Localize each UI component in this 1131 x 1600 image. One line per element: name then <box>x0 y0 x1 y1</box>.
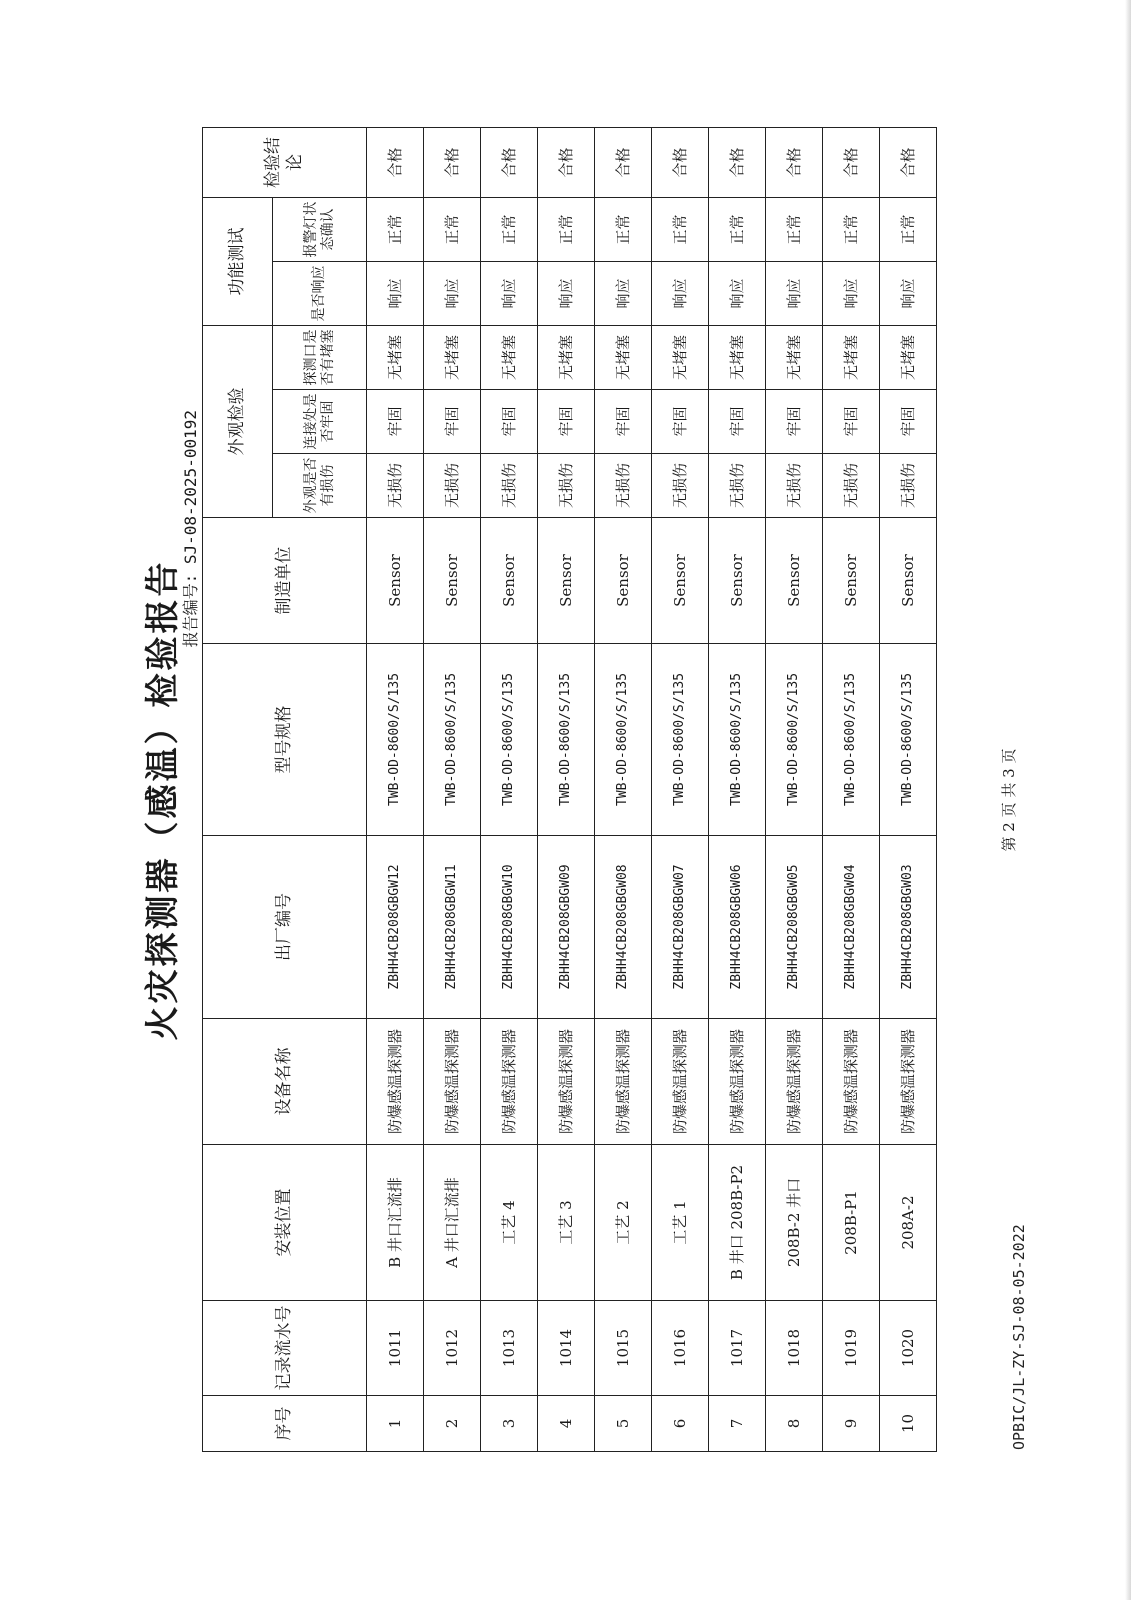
cell-blockage: 无堵塞 <box>823 325 880 389</box>
cell-response: 响应 <box>367 261 424 325</box>
report-number: 报告编号: SJ-08-2025-00192 <box>181 410 200 648</box>
cell-record-no: 1018 <box>766 1301 823 1396</box>
cell-location: 208B-P1 <box>823 1145 880 1301</box>
table-row <box>766 127 823 1451</box>
cell-device-name: 防爆感温探测器 <box>709 1019 766 1145</box>
cell-damage: 无损伤 <box>367 454 424 518</box>
cell-blockage: 无堵塞 <box>595 325 652 389</box>
cell-alarm-light: 正常 <box>880 197 937 261</box>
cell-manufacturer: Sensor <box>595 518 652 644</box>
cell-conclusion: 合格 <box>367 127 424 197</box>
cell-blockage: 无堵塞 <box>481 325 538 389</box>
cell-manufacturer: Sensor <box>709 518 766 644</box>
table-row <box>481 127 538 1451</box>
table-row <box>709 127 766 1451</box>
cell-seq: 1 <box>367 1396 424 1452</box>
cell-model: TWB-OD-8600/S/135 <box>880 644 937 836</box>
cell-response: 响应 <box>538 261 595 325</box>
cell-alarm-light: 正常 <box>481 197 538 261</box>
table-row <box>367 127 424 1451</box>
table-row <box>595 127 652 1451</box>
cell-alarm-light: 正常 <box>367 197 424 261</box>
cell-conclusion: 合格 <box>595 127 652 197</box>
header-record-no: 记录流水号 <box>203 1301 367 1396</box>
cell-blockage: 无堵塞 <box>766 325 823 389</box>
header-device-name: 设备名称 <box>203 1019 367 1145</box>
cell-blockage: 无堵塞 <box>367 325 424 389</box>
header-manufacturer: 制造单位 <box>203 518 367 644</box>
cell-location: A 井口汇流排 <box>424 1145 481 1301</box>
header-app-connection: 连接处是否牢固 <box>273 390 367 454</box>
cell-record-no: 1019 <box>823 1301 880 1396</box>
cell-location: 工艺 1 <box>652 1145 709 1301</box>
cell-response: 响应 <box>595 261 652 325</box>
cell-location: 208B-2 井口 <box>766 1145 823 1301</box>
cell-blockage: 无堵塞 <box>652 325 709 389</box>
cell-manufacturer: Sensor <box>481 518 538 644</box>
cell-manufacturer: Sensor <box>538 518 595 644</box>
cell-conclusion: 合格 <box>538 127 595 197</box>
cell-model: TWB-OD-8600/S/135 <box>538 644 595 836</box>
cell-connection: 牢固 <box>367 390 424 454</box>
cell-location: B 井口 208B-P2 <box>709 1145 766 1301</box>
header-fn-response: 是否响应 <box>273 261 367 325</box>
header-fn-alarm-light: 报警灯状态确认 <box>273 197 367 261</box>
cell-manufacturer: Sensor <box>823 518 880 644</box>
cell-damage: 无损伤 <box>538 454 595 518</box>
cell-damage: 无损伤 <box>652 454 709 518</box>
header-app-blockage: 探测口是否有堵塞 <box>273 325 367 389</box>
cell-seq: 9 <box>823 1396 880 1452</box>
cell-conclusion: 合格 <box>652 127 709 197</box>
cell-device-name: 防爆感温探测器 <box>481 1019 538 1145</box>
cell-device-name: 防爆感温探测器 <box>652 1019 709 1145</box>
cell-record-no: 1011 <box>367 1301 424 1396</box>
cell-device-name: 防爆感温探测器 <box>880 1019 937 1145</box>
cell-device-name: 防爆感温探测器 <box>766 1019 823 1145</box>
header-function-group: 功能测试 <box>203 197 273 325</box>
cell-model: TWB-OD-8600/S/135 <box>424 644 481 836</box>
cell-model: TWB-OD-8600/S/135 <box>367 644 424 836</box>
cell-alarm-light: 正常 <box>709 197 766 261</box>
cell-model: TWB-OD-8600/S/135 <box>595 644 652 836</box>
cell-alarm-light: 正常 <box>595 197 652 261</box>
cell-seq: 3 <box>481 1396 538 1452</box>
cell-alarm-light: 正常 <box>538 197 595 261</box>
cell-conclusion: 合格 <box>424 127 481 197</box>
cell-conclusion: 合格 <box>709 127 766 197</box>
cell-damage: 无损伤 <box>424 454 481 518</box>
cell-damage: 无损伤 <box>709 454 766 518</box>
form-code: OPBIC/JL-ZY-SJ-08-05-2022 <box>1010 1224 1028 1450</box>
cell-response: 响应 <box>709 261 766 325</box>
cell-serial: ZBHH4CB208GBGW03 <box>880 836 937 1019</box>
cell-response: 响应 <box>652 261 709 325</box>
cell-connection: 牢固 <box>823 390 880 454</box>
cell-connection: 牢固 <box>424 390 481 454</box>
cell-response: 响应 <box>481 261 538 325</box>
cell-serial: ZBHH4CB208GBGW06 <box>709 836 766 1019</box>
cell-serial: ZBHH4CB208GBGW08 <box>595 836 652 1019</box>
header-seq: 序号 <box>203 1396 367 1452</box>
cell-damage: 无损伤 <box>595 454 652 518</box>
cell-record-no: 1013 <box>481 1301 538 1396</box>
cell-seq: 2 <box>424 1396 481 1452</box>
cell-seq: 10 <box>880 1396 937 1452</box>
cell-conclusion: 合格 <box>880 127 937 197</box>
table-row <box>424 127 481 1451</box>
cell-manufacturer: Sensor <box>766 518 823 644</box>
cell-record-no: 1017 <box>709 1301 766 1396</box>
cell-record-no: 1016 <box>652 1301 709 1396</box>
cell-serial: ZBHH4CB208GBGW10 <box>481 836 538 1019</box>
cell-model: TWB-OD-8600/S/135 <box>652 644 709 836</box>
cell-model: TWB-OD-8600/S/135 <box>766 644 823 836</box>
cell-blockage: 无堵塞 <box>880 325 937 389</box>
header-serial: 出厂编号 <box>203 836 367 1019</box>
cell-location: B 井口汇流排 <box>367 1145 424 1301</box>
cell-connection: 牢固 <box>538 390 595 454</box>
table-body <box>367 127 937 1451</box>
cell-record-no: 1020 <box>880 1301 937 1396</box>
cell-device-name: 防爆感温探测器 <box>538 1019 595 1145</box>
header-model: 型号规格 <box>203 644 367 836</box>
cell-device-name: 防爆感温探测器 <box>367 1019 424 1145</box>
table-row <box>652 127 709 1451</box>
cell-manufacturer: Sensor <box>652 518 709 644</box>
cell-model: TWB-OD-8600/S/135 <box>823 644 880 836</box>
cell-damage: 无损伤 <box>823 454 880 518</box>
cell-response: 响应 <box>823 261 880 325</box>
cell-manufacturer: Sensor <box>424 518 481 644</box>
cell-record-no: 1015 <box>595 1301 652 1396</box>
cell-device-name: 防爆感温探测器 <box>823 1019 880 1145</box>
cell-location: 工艺 3 <box>538 1145 595 1301</box>
cell-alarm-light: 正常 <box>823 197 880 261</box>
cell-seq: 6 <box>652 1396 709 1452</box>
cell-record-no: 1012 <box>424 1301 481 1396</box>
cell-alarm-light: 正常 <box>424 197 481 261</box>
cell-seq: 5 <box>595 1396 652 1452</box>
cell-serial: ZBHH4CB208GBGW04 <box>823 836 880 1019</box>
cell-serial: ZBHH4CB208GBGW05 <box>766 836 823 1019</box>
cell-alarm-light: 正常 <box>766 197 823 261</box>
header-appearance-group: 外观检验 <box>203 325 273 517</box>
cell-model: TWB-OD-8600/S/135 <box>709 644 766 836</box>
header-conclusion: 检验结论 <box>203 127 367 197</box>
cell-blockage: 无堵塞 <box>538 325 595 389</box>
cell-seq: 4 <box>538 1396 595 1452</box>
cell-damage: 无损伤 <box>880 454 937 518</box>
header-location: 安装位置 <box>203 1145 367 1301</box>
cell-connection: 牢固 <box>595 390 652 454</box>
inspection-table <box>202 127 937 1452</box>
cell-conclusion: 合格 <box>481 127 538 197</box>
cell-manufacturer: Sensor <box>880 518 937 644</box>
cell-conclusion: 合格 <box>823 127 880 197</box>
cell-blockage: 无堵塞 <box>424 325 481 389</box>
cell-conclusion: 合格 <box>766 127 823 197</box>
cell-connection: 牢固 <box>709 390 766 454</box>
header-app-damage: 外观是否有损伤 <box>273 454 367 518</box>
cell-model: TWB-OD-8600/S/135 <box>481 644 538 836</box>
page-number: 第 2 页 共 3 页 <box>1000 748 1018 852</box>
cell-serial: ZBHH4CB208GBGW09 <box>538 836 595 1019</box>
cell-connection: 牢固 <box>652 390 709 454</box>
cell-damage: 无损伤 <box>766 454 823 518</box>
cell-device-name: 防爆感温探测器 <box>595 1019 652 1145</box>
cell-serial: ZBHH4CB208GBGW07 <box>652 836 709 1019</box>
page-title: 火灾探测器（感温）检验报告 <box>143 559 183 1041</box>
cell-response: 响应 <box>766 261 823 325</box>
cell-response: 响应 <box>424 261 481 325</box>
cell-location: 工艺 2 <box>595 1145 652 1301</box>
cell-device-name: 防爆感温探测器 <box>424 1019 481 1145</box>
cell-location: 208A-2 <box>880 1145 937 1301</box>
table-row <box>880 127 937 1451</box>
cell-damage: 无损伤 <box>481 454 538 518</box>
cell-connection: 牢固 <box>766 390 823 454</box>
table-row <box>823 127 880 1451</box>
cell-blockage: 无堵塞 <box>709 325 766 389</box>
cell-connection: 牢固 <box>880 390 937 454</box>
cell-manufacturer: Sensor <box>367 518 424 644</box>
cell-seq: 8 <box>766 1396 823 1452</box>
cell-location: 工艺 4 <box>481 1145 538 1301</box>
cell-seq: 7 <box>709 1396 766 1452</box>
cell-response: 响应 <box>880 261 937 325</box>
table-row <box>538 127 595 1451</box>
cell-serial: ZBHH4CB208GBGW12 <box>367 836 424 1019</box>
cell-connection: 牢固 <box>481 390 538 454</box>
cell-alarm-light: 正常 <box>652 197 709 261</box>
cell-serial: ZBHH4CB208GBGW11 <box>424 836 481 1019</box>
cell-record-no: 1014 <box>538 1301 595 1396</box>
